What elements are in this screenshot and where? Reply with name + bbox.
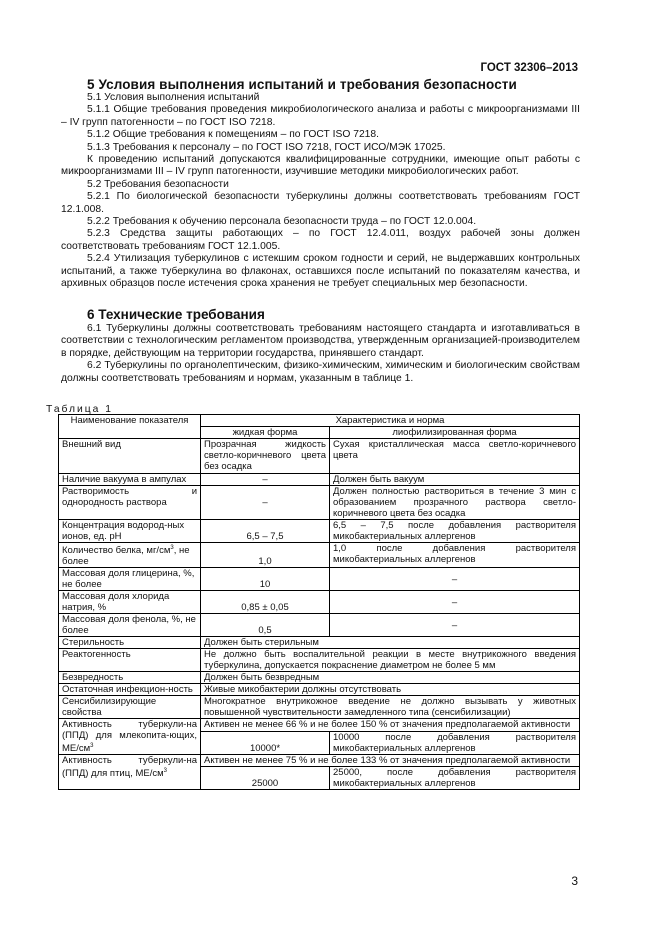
cell-liquid: 10000*: [201, 731, 330, 755]
table-row: [59, 474, 580, 486]
document-code: ГОСТ 32306–2013: [480, 62, 578, 74]
cell-liquid: –: [201, 474, 330, 486]
table-row: [59, 755, 580, 767]
paragraph: 6.1 Туберкулины должны соответствовать требованиям настоящего стандарта и изготавливаться в соответствии с технологическим регламентом производства, утвержденным организацией-производителем в порядке, действующим на территории государства, принявшего стандарт.: [61, 323, 580, 359]
requirements-table: [58, 414, 580, 790]
row-name: Активность туберкули-на (ППД) для птиц, $МЕ/см^3$: [59, 755, 201, 790]
cell-liquid: 25000: [201, 767, 330, 790]
cell-lyo: 25000, после добавления растворителя микобактериальных аллергенов: [330, 767, 580, 790]
row-name: Концентрация водород-ных ионов, ед. pH: [59, 520, 201, 543]
row-name: Количество белка, $мг/см^3$, не более: [59, 543, 201, 568]
cell-liquid: 1,0: [201, 543, 330, 568]
cell-lyo: 6,5 – 7,5 после добавления растворителя микобактериальных аллергенов: [330, 520, 580, 543]
row-name: Внешний вид: [59, 439, 201, 474]
paragraph: 5.1 Условия выполнения испытаний: [87, 92, 260, 103]
header-group: Характеристика и норма: [201, 415, 580, 427]
table-row: [59, 719, 580, 731]
paragraph: 5.1.2 Общие требования к помещениям – по ГОСТ ISO 7218.: [87, 129, 379, 141]
table-row: [59, 568, 580, 591]
row-name: Стерильность: [59, 637, 201, 649]
row-name: Массовая доля хлорида натрия, %: [59, 591, 201, 614]
paragraph: 5.2.4 Утилизация туберкулинов с истекшим сроком годности и серий, не выдержавших контрольных испытаний, а также туберкулина во флаконах, оставшихся после испытаний по показателям качества, и архивных образцов после истечения срока хранения не требует специальных мер безопасности.: [61, 253, 580, 290]
cell-liquid: 0,85 ± 0,05: [201, 591, 330, 614]
cell-lyo: Сухая кристаллическая масса светло-коричневого цвета: [330, 439, 580, 474]
row-name: Наличие вакуума в ампулах: [59, 474, 201, 486]
table-row: [59, 696, 580, 719]
section-6-title: 6 Технические требования: [87, 307, 265, 322]
cell-both: Активен не менее 66 % и не более 150 % от значения предполагаемой активности: [201, 719, 580, 731]
paragraph: 5.2.3 Средства защиты работающих – по ГОСТ 12.4.011, воздух рабочей зоны должен соответствовать требованиям ГОСТ 12.1.005.: [61, 228, 580, 252]
table-row: [59, 684, 580, 696]
header-param: Наименование показателя: [59, 415, 201, 439]
header-lyo: лиофилизированная форма: [330, 427, 580, 439]
cell-liquid: 0,5: [201, 614, 330, 637]
cell-both: Должен быть стерильным: [201, 637, 580, 649]
table-row: [59, 614, 580, 637]
row-name: Реактогенность: [59, 649, 201, 672]
cell-both: Живые микобактерии должны отсутствовать: [201, 684, 580, 696]
cell-both: Многократное внутрикожное введение не должно вызывать у животных повышенной чувствительности замедленного типа (сенсибилизации): [201, 696, 580, 719]
page-number: 3: [571, 874, 578, 888]
cell-liquid: Прозрачная жидкость светло-коричневого цвета без осадка: [201, 439, 330, 474]
paragraph: 5.2.1 По биологической безопасности туберкулины должны соответствовать требованиям ГОСТ 12.1.008.: [61, 191, 580, 215]
section-5-body: [61, 92, 580, 291]
cell-lyo: 10000 после добавления растворителя микобактериальных аллергенов: [330, 731, 580, 755]
section-6-body: [61, 323, 580, 385]
table-row: [59, 439, 580, 474]
table-row: [59, 520, 580, 543]
paragraph: К проведению испытаний допускаются квалифицированные сотрудники, имеющие опыт работы с микроорганизмами III – IV групп патогенности, изучившие методики микробиологических работ.: [61, 154, 580, 178]
table-row: [59, 591, 580, 614]
cell-both: Должен быть безвредным: [201, 672, 580, 684]
cell-liquid: 6,5 – 7,5: [201, 520, 330, 543]
table-row: [59, 486, 580, 520]
row-name: Массовая доля глицерина, %, не более: [59, 568, 201, 591]
cell-both: Активен не менее 75 % и не более 133 % от значения предполагаемой активности: [201, 755, 580, 767]
table-row: [59, 672, 580, 684]
table-row: [59, 543, 580, 568]
cell-liquid: –: [201, 486, 330, 520]
paragraph: 5.1.1 Общие требования проведения микробиологического анализа и работы с микроорганизмами III – IV групп патогенности – по ГОСТ ISO 7218.: [61, 104, 580, 128]
row-name: Сенсибилизирующие свойства: [59, 696, 201, 719]
row-name: Массовая доля фенола, %, не более: [59, 614, 201, 637]
row-name: Растворимость и однородность раствора: [59, 486, 201, 520]
cell-lyo: Должен полностью раствориться в течение 3 мин с образованием прозрачного раствора светло-коричневого цвета без осадка: [330, 486, 580, 520]
cell-lyo: 1,0 после добавления растворителя микобактериальных аллергенов: [330, 543, 580, 568]
cell-lyo: –: [330, 614, 580, 637]
cell-lyo: –: [330, 591, 580, 614]
cell-both: Не должно быть воспалительной реакции в месте внутрикожного введения туберкулина, допускается покраснение диаметром не более 5 мм: [201, 649, 580, 672]
cell-lyo: –: [330, 568, 580, 591]
table-row: [59, 637, 580, 649]
table-header-row: [59, 415, 580, 427]
row-name: Остаточная инфекцион-ность: [59, 684, 201, 696]
row-name: Активность туберкули-на (ППД) для млекопита-ющих, $МЕ/см^3$: [59, 719, 201, 755]
cell-liquid: 10: [201, 568, 330, 591]
section-5-title: 5 Условия выполнения испытаний и требования безопасности: [87, 77, 517, 92]
table-row: [59, 649, 580, 672]
table-caption: Таблица 1: [46, 404, 113, 415]
cell-lyo: Должен быть вакуум: [330, 474, 580, 486]
paragraph: 5.1.3 Требования к персоналу – по ГОСТ ISO 7218, ГОСТ ИСО/МЭК 17025.: [87, 141, 446, 153]
header-liquid: жидкая форма: [201, 427, 330, 439]
row-name: Безвредность: [59, 672, 201, 684]
paragraph: 5.2 Требования безопасности: [87, 178, 229, 190]
paragraph: 6.2 Туберкулины по органолептическим, физико-химическим, химическим и биологическим свойствам должны соответствовать требованиям и нормам, указанным в таблице 1.: [61, 360, 580, 384]
paragraph: 5.2.2 Требования к обучению персонала безопасности труда – по ГОСТ 12.0.004.: [87, 216, 477, 228]
